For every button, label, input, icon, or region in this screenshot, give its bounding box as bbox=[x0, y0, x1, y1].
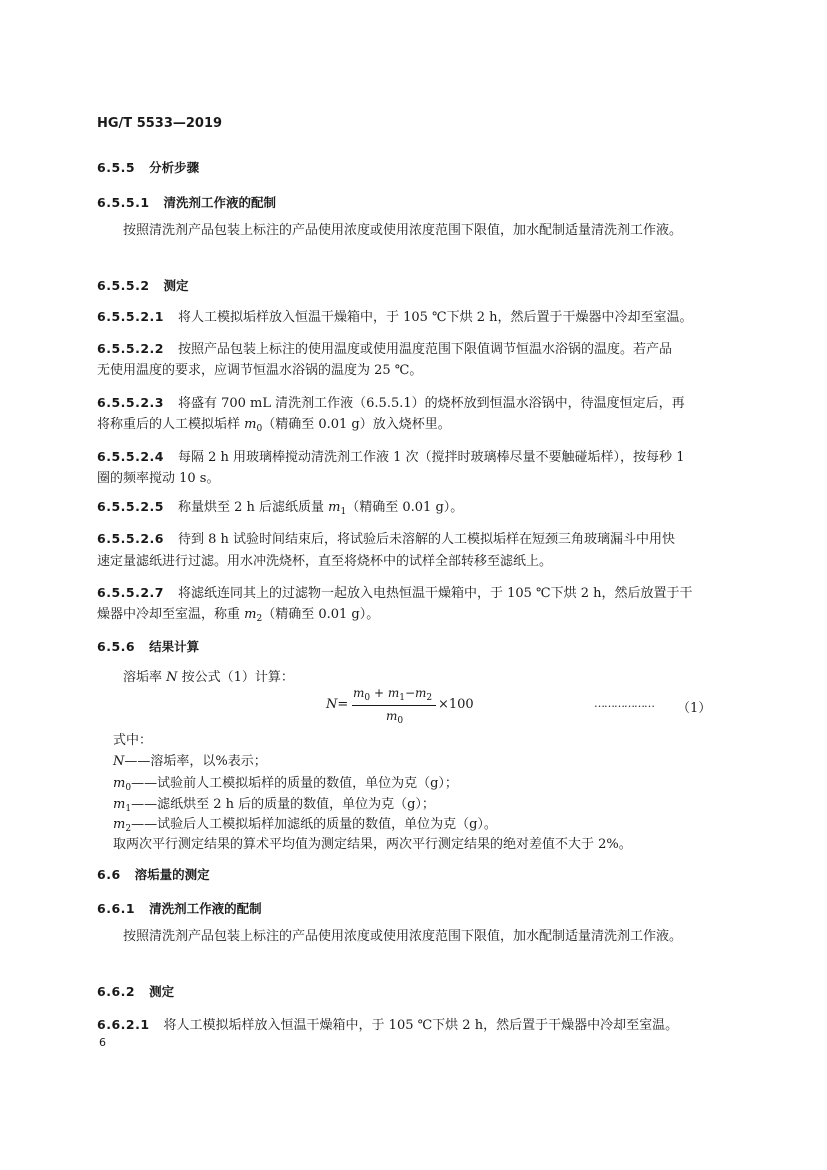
symbol-m: m bbox=[244, 607, 257, 622]
definition-text: ——试验前人工模拟垢样的质量的数值，单位为克（g）； bbox=[131, 776, 458, 791]
clause-6-5-5-2-3 bbox=[97, 392, 685, 411]
clause-number: 6.5.5.2.3 bbox=[97, 395, 164, 410]
section-6-5-6-heading bbox=[97, 637, 199, 655]
definition-m1 bbox=[113, 793, 435, 814]
definition-m2 bbox=[113, 813, 497, 834]
section-6-6-heading bbox=[97, 865, 210, 883]
symbol-subscript: 0 bbox=[364, 693, 371, 703]
clause-text-line1: 每隔 2 h 用玻璃棒搅动清洗剂工作液 1 次（搅拌时玻璃棒尽量不要触碰垢样），按每秒 1 bbox=[177, 450, 685, 465]
section-title: 测定 bbox=[163, 278, 189, 293]
clause-6-5-5-2-3-line2 bbox=[97, 413, 451, 434]
symbol-m: m bbox=[113, 817, 126, 832]
definition-m0 bbox=[113, 772, 458, 793]
section-6-6-1-text: 按照清洗剂产品包装上标注的产品使用浓度或使用浓度范围下限值，加水配制适量清洗剂工作液。 bbox=[123, 929, 683, 944]
symbol-subscript: 1 bbox=[399, 693, 405, 703]
clause-number: 6.5.5.2.5 bbox=[97, 499, 164, 514]
clause-text: 称量烘至 2 h 后滤纸质量 bbox=[177, 500, 329, 515]
clause-number: 6.5.5.2.2 bbox=[97, 341, 164, 356]
clause-text-line1: 按照产品包装上标注的使用温度或使用温度范围下限值调节恒温水浴锅的温度。若产品 bbox=[177, 342, 672, 357]
symbol-subscript: 0 bbox=[256, 424, 263, 434]
formula-intro-text: 按公式（1）计算： bbox=[177, 670, 294, 685]
minus-sign: − bbox=[404, 686, 415, 700]
symbol-subscript: 2 bbox=[426, 693, 433, 703]
section-6-6-1-heading bbox=[97, 899, 262, 917]
section-6-5-5-1-text: 按照清洗剂产品包装上标注的产品使用浓度或使用浓度范围下限值，加水配制适量清洗剂工作液。 bbox=[123, 223, 683, 238]
section-number: 6.5.6 bbox=[97, 639, 136, 654]
section-6-5-5-1-heading bbox=[97, 193, 276, 211]
symbol-subscript: 0 bbox=[125, 783, 132, 793]
formula-leader-dots: ……………… bbox=[594, 697, 654, 710]
clause-number: 6.5.5.2.1 bbox=[97, 309, 164, 324]
symbol-m: m bbox=[113, 776, 126, 791]
symbol-m: m bbox=[113, 797, 126, 812]
definition-text: ——溶垢率，以%表示； bbox=[124, 754, 267, 769]
clause-6-6-2-1 bbox=[97, 1014, 678, 1033]
section-number: 6.5.5.1 bbox=[97, 195, 150, 210]
clause-text-line1: 将滤纸连同其上的过滤物一起放入电热恒温干燥箱中，于 105 ℃下烘 2 h，然后放置于干 bbox=[177, 586, 693, 601]
section-6-6-2-heading bbox=[97, 982, 174, 1000]
section-6-5-5-heading bbox=[97, 158, 199, 176]
clause-text: （精确至 0.01 g）放入烧杯里。 bbox=[262, 417, 451, 432]
equals-sign: = bbox=[337, 697, 349, 712]
section-number: 6.6.1 bbox=[97, 901, 136, 916]
section-title: 结果计算 bbox=[149, 639, 200, 654]
clause-6-5-5-2-4-line2: 圈的频率搅动 10 s。 bbox=[97, 471, 220, 486]
section-6-5-5-2-heading bbox=[97, 276, 189, 294]
section-title: 分析步骤 bbox=[149, 160, 200, 175]
clause-text: 将人工模拟垢样放入恒温干燥箱中，于 105 ℃下烘 2 h，然后置于干燥器中冷却至室温。 bbox=[177, 310, 693, 325]
symbol-m: m bbox=[386, 709, 398, 723]
clause-number: 6.6.2.1 bbox=[97, 1017, 150, 1032]
clause-6-5-5-2-2-line2: 无使用温度的要求，应调节恒温水浴锅的温度为 25 ℃。 bbox=[97, 363, 423, 378]
clause-6-5-5-2-4 bbox=[97, 446, 684, 465]
formula-lhs bbox=[326, 697, 348, 712]
symbol-m: m bbox=[353, 686, 365, 700]
clause-text-line1: 待到 8 h 试验时间结束后，将试验后未溶解的人工模拟垢样在短颈三角玻璃漏斗中用快 bbox=[177, 532, 676, 547]
clause-6-5-5-2-6-line2: 速定量滤纸进行过滤。用水冲洗烧杯，直至将烧杯中的试样全部转移至滤纸上。 bbox=[97, 554, 553, 569]
section-title: 清洗剂工作液的配制 bbox=[149, 901, 262, 916]
clause-6-5-5-2-5 bbox=[97, 496, 463, 517]
fraction-bar bbox=[352, 705, 436, 706]
clause-text: （精确至 0.01 g）。 bbox=[346, 500, 464, 515]
section-number: 6.5.5 bbox=[97, 160, 136, 175]
definition-n bbox=[113, 750, 267, 769]
section-number: 6.6.2 bbox=[97, 984, 136, 999]
clause-6-5-5-2-6 bbox=[97, 528, 675, 547]
standard-code: HG/T 5533—2019 bbox=[97, 116, 223, 131]
section-number: 6.5.5.2 bbox=[97, 278, 150, 293]
clause-6-5-5-2-7-line2 bbox=[97, 603, 379, 624]
symbol-subscript: 2 bbox=[125, 824, 132, 834]
plus-sign: + bbox=[370, 686, 388, 700]
symbol-subscript: 1 bbox=[340, 507, 347, 517]
formula-numerator bbox=[353, 686, 432, 703]
formula-multiplier: ×100 bbox=[438, 697, 474, 712]
formula-intro bbox=[123, 666, 294, 685]
symbol-subscript: 1 bbox=[125, 804, 132, 814]
symbol-n: N bbox=[326, 697, 338, 712]
clause-text: 燥器中冷却至室温，称重 bbox=[97, 607, 245, 622]
formula-denominator bbox=[386, 709, 403, 726]
symbol-m: m bbox=[244, 417, 257, 432]
where-label: 式中： bbox=[113, 733, 153, 748]
clause-number: 6.5.5.2.7 bbox=[97, 585, 164, 600]
definition-text: ——滤纸烘至 2 h 后的质量的数值，单位为克（g）； bbox=[131, 797, 435, 812]
symbol-m: m bbox=[328, 500, 341, 515]
symbol-n: N bbox=[166, 670, 178, 685]
clause-text: 将称重后的人工模拟垢样 bbox=[97, 417, 245, 432]
formula-intro-text: 溶垢率 bbox=[123, 670, 167, 685]
formula-number: （1） bbox=[677, 701, 712, 716]
clause-text: 将人工模拟垢样放入恒温干燥箱中，于 105 ℃下烘 2 h，然后置于干燥器中冷却至室温。 bbox=[163, 1018, 679, 1033]
definition-text: ——试验后人工模拟垢样加滤纸的质量的数值，单位为克（g）。 bbox=[131, 817, 497, 832]
clause-text: （精确至 0.01 g）。 bbox=[262, 607, 380, 622]
clause-number: 6.5.5.2.4 bbox=[97, 449, 164, 464]
result-rule: 取两次平行测定结果的算术平均值为测定结果，两次平行测定结果的绝对差值不大于 2%。 bbox=[113, 837, 632, 852]
clause-6-5-5-2-7 bbox=[97, 582, 693, 601]
clause-text-line1: 将盛有 700 mL 清洗剂工作液（6.5.5.1）的烧杯放到恒温水浴锅中，待温度恒定后，再 bbox=[177, 396, 685, 411]
symbol-subscript: 2 bbox=[256, 614, 263, 624]
section-number: 6.6 bbox=[97, 867, 121, 882]
section-title: 清洗剂工作液的配制 bbox=[163, 195, 277, 210]
clause-6-5-5-2-1 bbox=[97, 306, 693, 325]
symbol-m: m bbox=[415, 686, 427, 700]
section-title: 溶垢量的测定 bbox=[134, 867, 210, 882]
page-number: 6 bbox=[99, 1036, 106, 1049]
clause-6-5-5-2-2 bbox=[97, 338, 672, 357]
symbol-n: N bbox=[113, 754, 125, 769]
symbol-m: m bbox=[387, 686, 400, 700]
section-title: 测定 bbox=[149, 984, 175, 999]
clause-number: 6.5.5.2.6 bbox=[97, 531, 164, 546]
symbol-subscript: 0 bbox=[397, 716, 404, 726]
